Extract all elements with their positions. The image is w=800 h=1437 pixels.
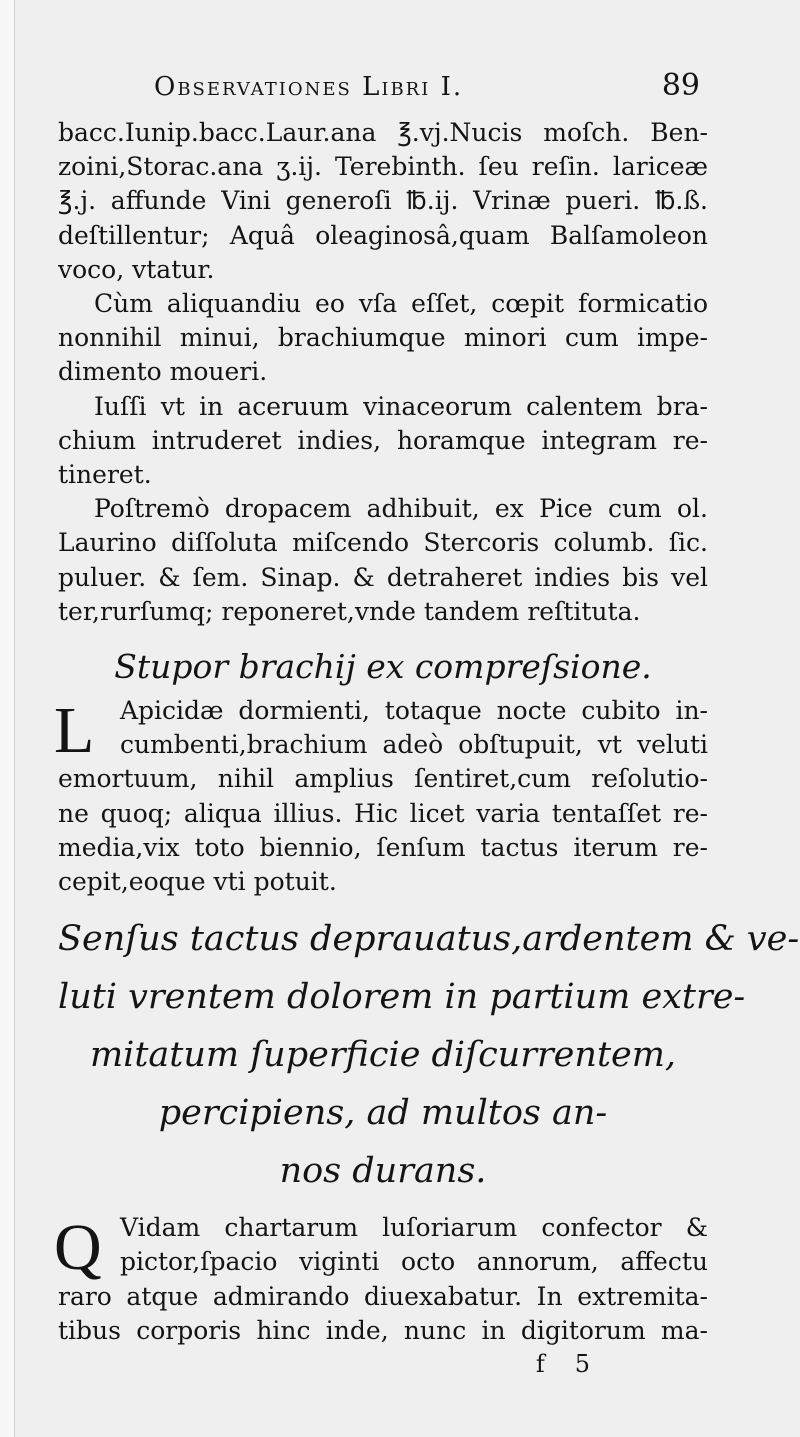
- text-line: Laurino diſſoluta miſcendo Stercoris columb. ſic.: [58, 528, 708, 558]
- text-line: ne quoq; aliqua illius. Hic licet varia tentaſſet re-: [58, 798, 708, 828]
- running-title: Observationes Libri I.: [154, 72, 464, 102]
- section-heading-stupor: Stupor brachij ex compreſsione.: [114, 647, 652, 687]
- page-number: 89: [661, 68, 700, 103]
- text-line: dimento moueri.: [58, 357, 268, 387]
- text-line: nonnihil minui, brachiumque minori cum impe-: [58, 323, 708, 353]
- text-line: Vidam chartarum luſoriarum confector &: [120, 1213, 708, 1243]
- running-head: [58, 68, 708, 116]
- signature-number: 5: [574, 1350, 590, 1379]
- paragraph-recipe: [58, 116, 708, 287]
- text-line: emortuum, nihil amplius ſentiret,cum reſolutio-: [58, 764, 708, 794]
- heading-line: nos durans.: [279, 1151, 487, 1192]
- text-line: tibus corporis hinc inde, nunc in digitorum ma-: [58, 1315, 708, 1345]
- signature-letter: f: [535, 1350, 545, 1379]
- text-line: bacc.Iunip.bacc.Laur.ana ℥.vj.Nucis moſch. Ben-: [58, 118, 708, 147]
- heading-line: luti vrentem dolorem in partium extre-: [58, 977, 746, 1018]
- heading-line: percipiens, ad multos an-: [158, 1093, 608, 1134]
- paragraph-quidam: [54, 1211, 708, 1348]
- paragraph-formicatio: [58, 287, 708, 390]
- text-line: media,vix toto biennio, ſenſum tactus iterum re-: [58, 832, 708, 862]
- page-gutter: [0, 0, 15, 1437]
- text-line: ter,rurſumq; reponeret,vnde tandem reſtituta.: [58, 596, 641, 626]
- section-heading-sensus: [58, 913, 800, 1197]
- text-line: Poſtremò dropacem adhibuit, ex Pice cum ol.: [94, 494, 708, 524]
- text-line: zoini,Storac.ana ʒ.ij. Terebinth. ſeu reſin. lariceæ: [58, 152, 708, 182]
- drop-cap-l: L: [54, 694, 95, 768]
- text-line: deſtillentur; Aquâ oleaginosâ,quam Balſamoleon: [58, 220, 708, 250]
- text-line: ℥.j. affunde Vini generoſi ℔.ij. Vrinæ pueri. ℔.ß.: [58, 186, 708, 216]
- heading-line: mitatum ſuperficie diſcurrentem,: [89, 1035, 677, 1076]
- text-line: Iuſſi vt in aceruum vinaceorum calentem bra-: [94, 391, 708, 421]
- text-line: pictor,ſpacio viginti octo annorum, affectu: [120, 1247, 708, 1277]
- text-line: voco, vtatur.: [58, 254, 215, 284]
- text-line: Apicidæ dormienti, totaque nocte cubito in-: [120, 696, 708, 726]
- text-line: cumbenti,brachium adeò obſtupuit, vt veluti: [120, 730, 708, 760]
- text-line: cepit,eoque vti potuit.: [58, 867, 337, 897]
- paragraph-lapicidae: [54, 694, 708, 899]
- paragraph-dropacem: [58, 492, 708, 629]
- heading-line: Senſus tactus deprauatus,ardentem & ve-: [58, 919, 800, 960]
- text-line: raro atque admirando diuexabatur. In extremita-: [58, 1281, 708, 1311]
- text-line: Cùm aliquandiu eo vſa eſſet, cœpit formicatio: [94, 289, 708, 319]
- page-content: [54, 68, 800, 1379]
- text-line: tineret.: [58, 460, 152, 490]
- paragraph-vinaceorum: [58, 390, 708, 493]
- signature-mark: [58, 1350, 708, 1378]
- drop-cap-q: Q: [54, 1211, 102, 1285]
- text-line: chium intruderet indies, horamque integram re-: [58, 425, 708, 455]
- text-line: puluer. & ſem. Sinap. & detraheret indies bis vel: [58, 562, 708, 592]
